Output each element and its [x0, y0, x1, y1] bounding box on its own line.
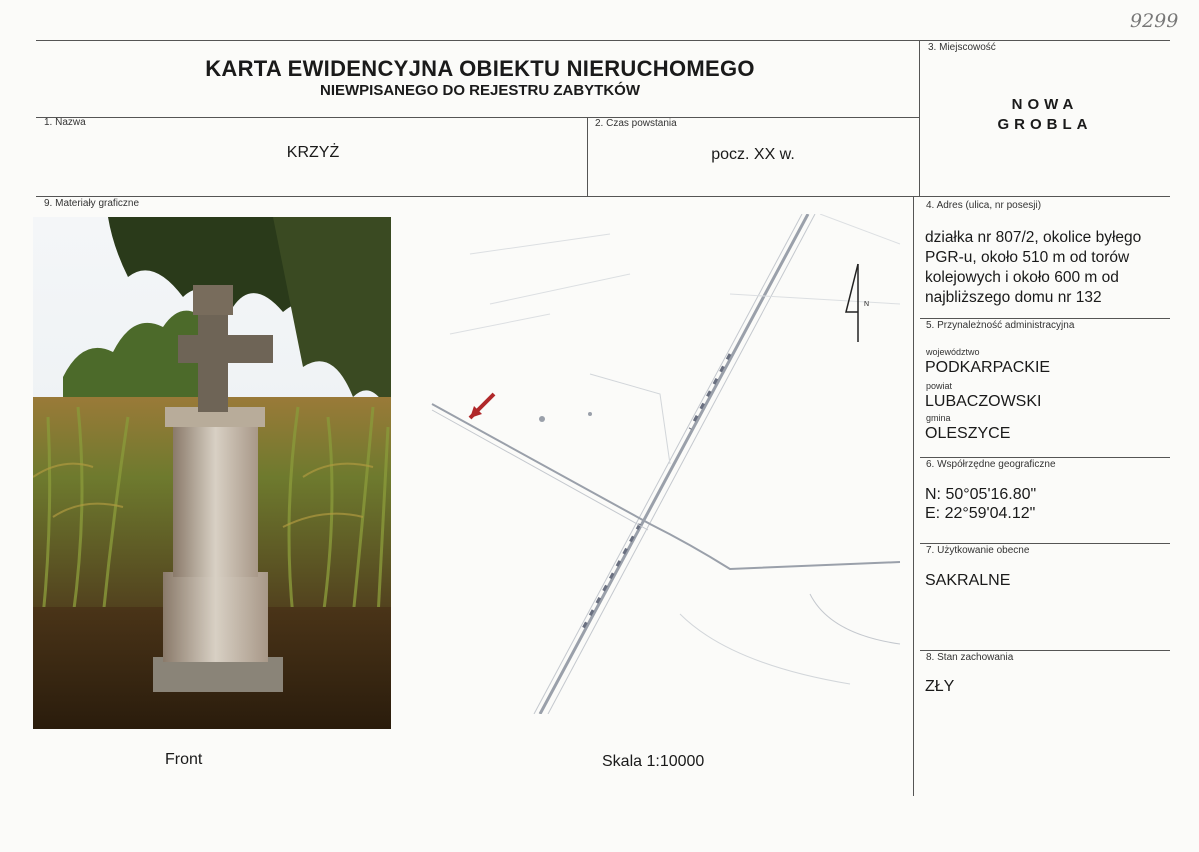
wojewodztwo-value: PODKARPACKIE: [925, 359, 1051, 376]
nazwa-value: KRZYŻ: [286, 144, 340, 161]
miejscowosc-label: 3. Miejscowość: [928, 42, 996, 53]
card-subtitle: NIEWPISANEGO DO REJESTRU ZABYTKÓW: [319, 82, 641, 99]
name-row-rule: [36, 196, 1170, 197]
materialy-label: 9. Materiały graficzne: [44, 198, 140, 209]
rule-5: [920, 318, 1170, 319]
right-column-divider-lower: [913, 196, 914, 796]
stan-label: 8. Stan zachowania: [926, 652, 1014, 663]
header-rule: [36, 117, 920, 118]
adres-line-4: najbliższego domu nr 132: [925, 289, 1102, 306]
map-scale-caption: Skala 1:10000: [602, 753, 705, 770]
przynaleznosc-label: 5. Przynależność administracyjna: [926, 320, 1075, 331]
czas-value: pocz. XX w.: [711, 146, 795, 163]
miejscowosc-line2: GROBLA: [997, 116, 1093, 133]
adres-label: 4. Adres (ulica, nr posesji): [926, 200, 1042, 211]
powiat-value: LUBACZOWSKI: [925, 393, 1042, 410]
czas-label: 2. Czas powstania: [595, 118, 677, 129]
latitude-value: N: 50°05'16.80": [925, 486, 1037, 503]
adres-line-2: PGR-u, około 510 m od torów: [925, 249, 1130, 266]
adres-value: [925, 228, 1141, 308]
stan-value: ZŁY: [925, 678, 955, 695]
miejscowosc-line1: NOWA: [1011, 96, 1079, 113]
location-map: [430, 214, 910, 714]
gmina-label: gmina: [926, 413, 951, 423]
uzytkowanie-value: SAKRALNE: [925, 572, 1011, 589]
longitude-value: E: 22°59'04.12": [925, 505, 1036, 522]
wspolrzedne-label: 6. Współrzędne geograficzne: [926, 459, 1056, 470]
nazwa-label: 1. Nazwa: [44, 117, 86, 128]
handwritten-number: 9299: [1130, 10, 1179, 32]
powiat-label: powiat: [926, 381, 953, 391]
top-rule: [36, 40, 1170, 41]
gmina-value: OLESZYCE: [925, 425, 1011, 442]
north-letter: N: [864, 301, 870, 308]
rule-8: [920, 650, 1170, 651]
cross-photo: [33, 217, 391, 729]
uzytkowanie-label: 7. Użytkowanie obecne: [926, 545, 1030, 556]
adres-line-3: kolejowych i około 600 m od: [925, 269, 1119, 286]
wojewodztwo-label: województwo: [926, 347, 980, 357]
rule-6: [920, 457, 1170, 458]
card-title: KARTA EWIDENCYJNA OBIEKTU NIERUCHOMEGO: [205, 56, 755, 81]
rule-7: [920, 543, 1170, 544]
adres-line-1: działka nr 807/2, okolice byłego: [925, 229, 1142, 246]
photo-caption: Front: [165, 751, 203, 768]
